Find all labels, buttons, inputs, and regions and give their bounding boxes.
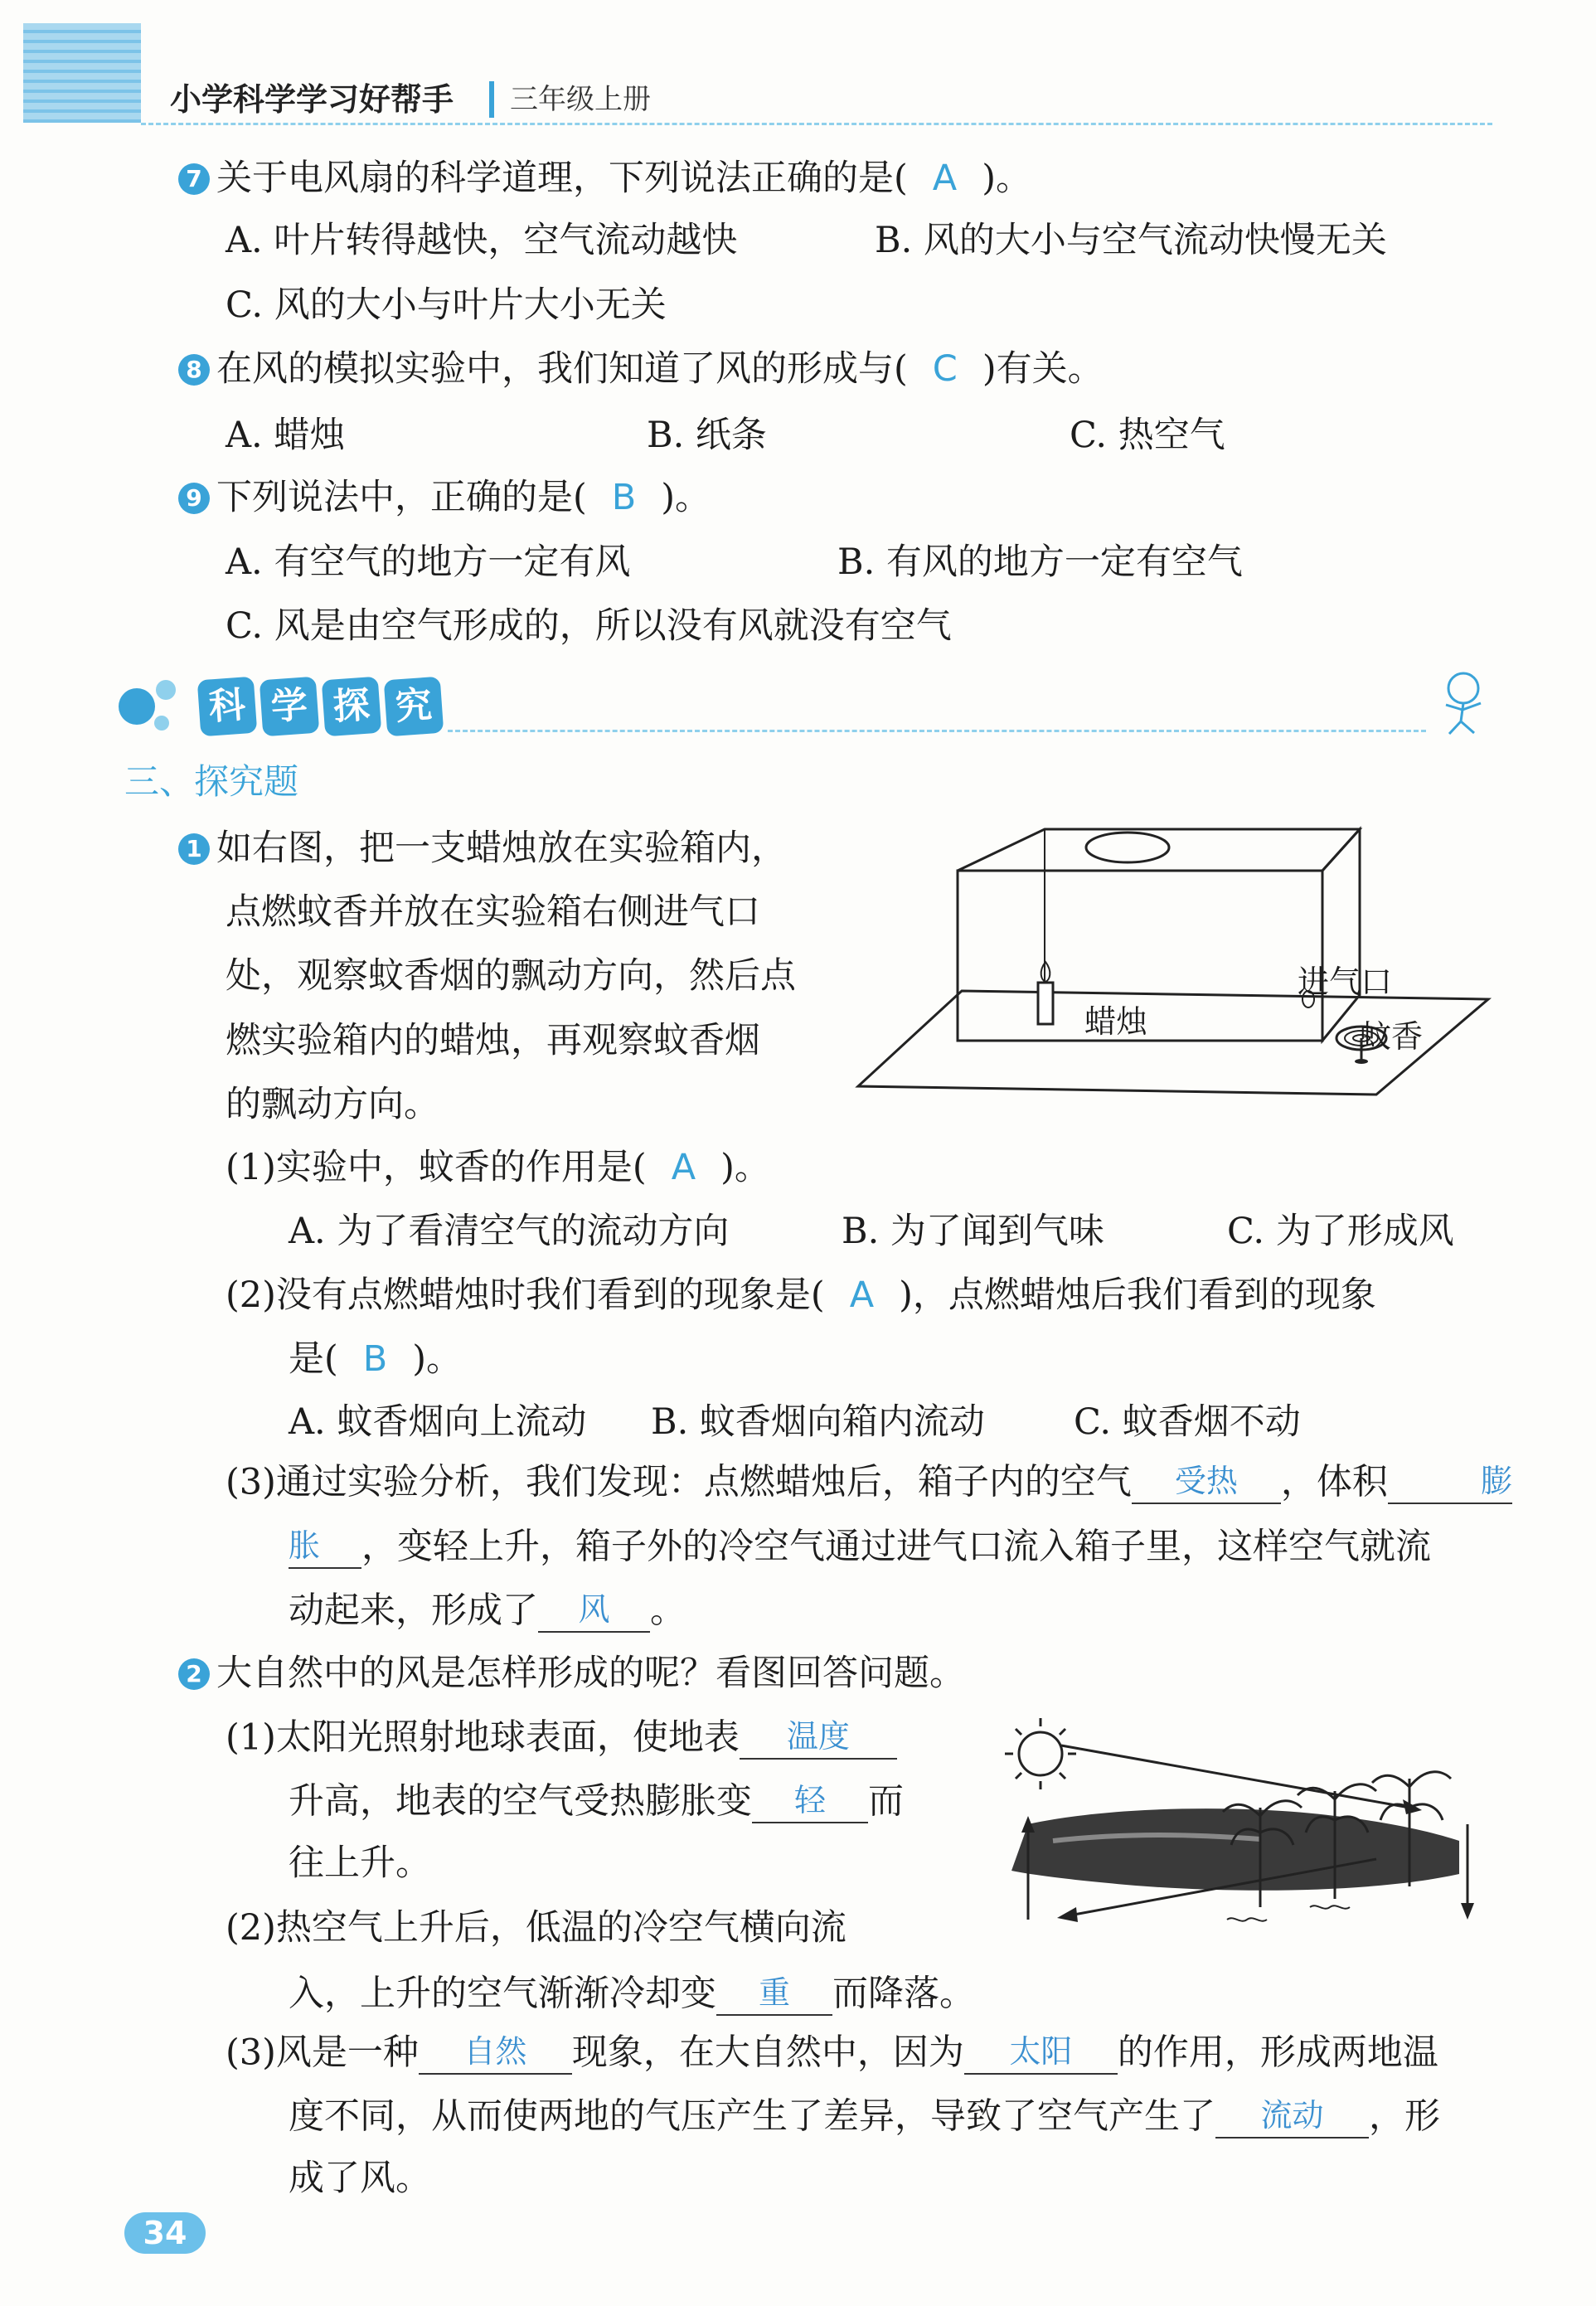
sun-icon xyxy=(1005,1718,1076,1789)
answer-mark: B xyxy=(611,477,637,518)
option-b: B. 有风的地方一定有空气 xyxy=(837,541,1243,583)
option-c: C. 风的大小与叶片大小无关 xyxy=(226,284,667,326)
banner-char: 科 xyxy=(197,677,258,737)
wind-formation-figure xyxy=(945,1708,1492,1940)
question-9: 9 下列说法中，正确的是( B )。 xyxy=(178,477,711,520)
option-c: C. 风是由空气形成的，所以没有风就没有空气 xyxy=(226,605,952,647)
option-a: A. 蚊香烟向上流动 xyxy=(289,1401,587,1443)
explore-q1-line: 燃实验箱内的蜡烛，再观察蚊香烟 xyxy=(226,1020,760,1061)
answer-blank: 膨 xyxy=(1388,1459,1512,1504)
q2-sub3-end: 成了风。 xyxy=(289,2158,431,2199)
bubbles-decoration xyxy=(116,672,207,738)
header-decoration xyxy=(23,23,141,123)
grade-label: 三年级上册 xyxy=(510,83,651,116)
question-number-badge: 9 xyxy=(178,483,210,514)
answer-blank: 轻 xyxy=(752,1779,868,1823)
label-inlet: 进气口 xyxy=(1298,964,1393,1000)
answer-mark: A xyxy=(671,1147,696,1188)
banner-divider xyxy=(448,730,1426,732)
sub-question-1: (1)实验中，蚊香的作用是( A )。 xyxy=(226,1147,770,1188)
explore-q1-line: 处，观察蚊香烟的飘动方向，然后点 xyxy=(226,955,796,997)
explore-q2: 2 大自然中的风是怎样形成的呢？看图回答问题。 xyxy=(178,1653,965,1696)
question-number-badge: 1 xyxy=(178,833,210,865)
q2-sub1: (1)太阳光照射地球表面，使地表 温度 xyxy=(226,1715,897,1760)
q2-sub1-cont: 升高，地表的空气受热膨胀变 轻 而 xyxy=(289,1779,904,1823)
option-b: B. 为了闻到气味 xyxy=(842,1211,1104,1252)
candle-shape xyxy=(1038,983,1053,1024)
answer-blank: 温度 xyxy=(740,1715,897,1760)
explore-q1-line: 点燃蚊香并放在实验箱右侧进气口 xyxy=(226,891,760,933)
q2-sub1-end: 往上升。 xyxy=(289,1842,431,1884)
answer-blank: 重 xyxy=(716,1971,832,2016)
option-c: C. 热空气 xyxy=(1070,415,1225,456)
question-number-badge: 7 xyxy=(178,163,210,195)
answer-blank: 胀 xyxy=(289,1524,361,1569)
answer-blank: 流动 xyxy=(1215,2094,1369,2139)
option-a: A. 为了看清空气的流动方向 xyxy=(289,1211,730,1252)
sub-question-3: (3)通过实验分析，我们发现：点燃蜡烛后，箱子内的空气 受热 ，体积 膨 xyxy=(226,1459,1512,1504)
banner-char: 探 xyxy=(322,677,382,737)
option-a: A. 蜡烛 xyxy=(226,415,346,456)
question-7: 7 关于电风扇的科学道理，下列说法正确的是( A )。 xyxy=(178,158,1031,201)
sub-question-2-cont: 是( B )。 xyxy=(289,1338,463,1380)
answer-mark: B xyxy=(362,1338,388,1380)
experiment-box-figure xyxy=(854,821,1501,1103)
sub-question-2: (2)没有点燃蜡烛时我们看到的现象是( A )，点燃蜡烛后我们看到的现象 xyxy=(226,1274,1376,1316)
banner-char: 学 xyxy=(260,677,320,737)
sub-question-3-end: 动起来，形成了 风 。 xyxy=(289,1588,686,1633)
option-b: B. 纸条 xyxy=(647,415,767,456)
question-8: 8 在风的模拟实验中，我们知道了风的形成与( C )有关。 xyxy=(178,348,1104,391)
answer-blank: 受热 xyxy=(1132,1459,1281,1504)
answer-mark: C xyxy=(932,348,958,390)
page-number: 34 xyxy=(124,2212,206,2254)
option-a: A. 叶片转得越快，空气流动越快 xyxy=(226,220,738,261)
option-b: B. 蚊香烟向箱内流动 xyxy=(651,1401,985,1443)
mascot-icon xyxy=(1426,663,1501,738)
header-separator xyxy=(489,81,494,118)
option-a: A. 有空气的地方一定有风 xyxy=(226,541,631,583)
answer-blank: 自然 xyxy=(419,2030,572,2075)
answer-mark: A xyxy=(932,158,958,199)
label-incense: 蚊香 xyxy=(1360,1018,1424,1055)
answer-blank: 太阳 xyxy=(964,2030,1118,2075)
q2-sub2: (2)热空气上升后，低温的冷空气横向流 xyxy=(226,1907,847,1949)
header-divider xyxy=(141,123,1492,125)
explore-q1-line: 的飘动方向。 xyxy=(226,1084,439,1125)
question-number-badge: 2 xyxy=(178,1658,210,1690)
section-title: 三、探究题 xyxy=(124,761,299,802)
sub-question-3-cont: 胀 ，变轻上升，箱子外的冷空气通过进气口流入箱子里，这样空气就流 xyxy=(289,1524,1431,1569)
explore-q1-line: 1 如右图，把一支蜡烛放在实验箱内， xyxy=(178,828,787,871)
banner-char: 究 xyxy=(384,677,444,737)
option-c: C. 为了形成风 xyxy=(1227,1211,1454,1252)
q2-sub3: (3)风是一种 自然 现象，在大自然中，因为 太阳 的作用，形成两地温 xyxy=(226,2030,1438,2075)
answer-blank: 风 xyxy=(538,1588,650,1633)
label-candle: 蜡烛 xyxy=(1084,1003,1148,1040)
option-c: C. 蚊香烟不动 xyxy=(1074,1401,1301,1443)
book-title: 小学科学学习好帮手 xyxy=(170,81,454,118)
answer-mark: A xyxy=(849,1274,875,1316)
q2-sub2-cont: 入，上升的空气渐渐冷却变 重 而降落。 xyxy=(289,1971,975,2016)
option-b: B. 风的大小与空气流动快慢无关 xyxy=(875,220,1387,261)
question-number-badge: 8 xyxy=(178,354,210,386)
q2-sub3-cont: 度不同，从而使两地的气压产生了差异，导致了空气产生了 流动 ，形 xyxy=(289,2094,1440,2139)
